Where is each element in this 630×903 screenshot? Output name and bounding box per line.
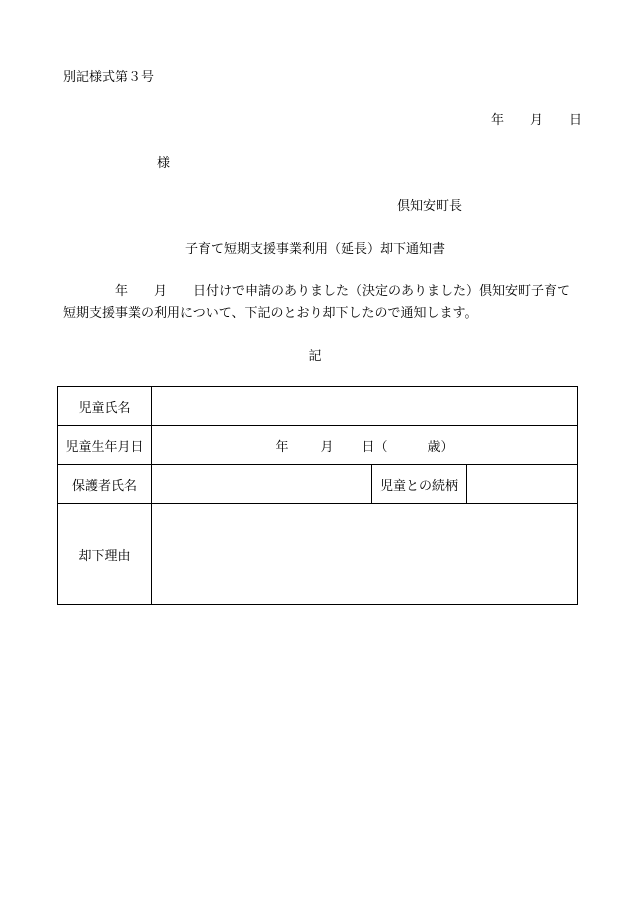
table-row [58,504,578,605]
dob-month: 月 [320,439,334,455]
child-dob-field[interactable] [152,426,578,465]
guardian-name-field[interactable] [152,465,372,504]
details-table [57,386,578,605]
record-heading: 記 [308,349,322,364]
body-month: 月 [154,284,168,299]
child-name-field[interactable] [152,387,578,426]
dob-year: 年 [275,439,289,455]
issue-date-day: 日 [568,113,582,128]
body-text: 日付けで申請のありました（決定のありました）倶知安町子育て短期支援事業の利用について、下記のとおり却下したので通知します。 [63,284,571,321]
relationship-field[interactable] [467,465,578,504]
body-year: 年 [115,284,129,299]
relationship-label: 児童との続柄 [372,465,467,504]
body-paragraph [63,281,583,325]
issue-date-month: 月 [529,113,543,128]
rejection-reason-label: 却下理由 [58,504,152,605]
form-number: 別記様式第３号 [63,70,155,85]
guardian-name-label: 保護者氏名 [58,465,152,504]
document-title: 子育て短期支援事業利用（延長）却下通知書 [184,242,445,257]
child-name-label: 児童氏名 [58,387,152,426]
dob-age: 歳） [427,439,454,455]
rejection-reason-field[interactable] [152,504,578,605]
issue-date [491,109,582,128]
child-dob-label: 児童生年月日 [58,426,152,465]
issue-date-year: 年 [490,113,504,128]
addressee-honorific: 様 [157,156,171,171]
table-row [58,387,578,426]
table-row [58,465,578,504]
sender-name: 倶知安町長 [397,199,463,214]
dob-day: 日（ [361,439,388,455]
table-row [58,426,578,465]
